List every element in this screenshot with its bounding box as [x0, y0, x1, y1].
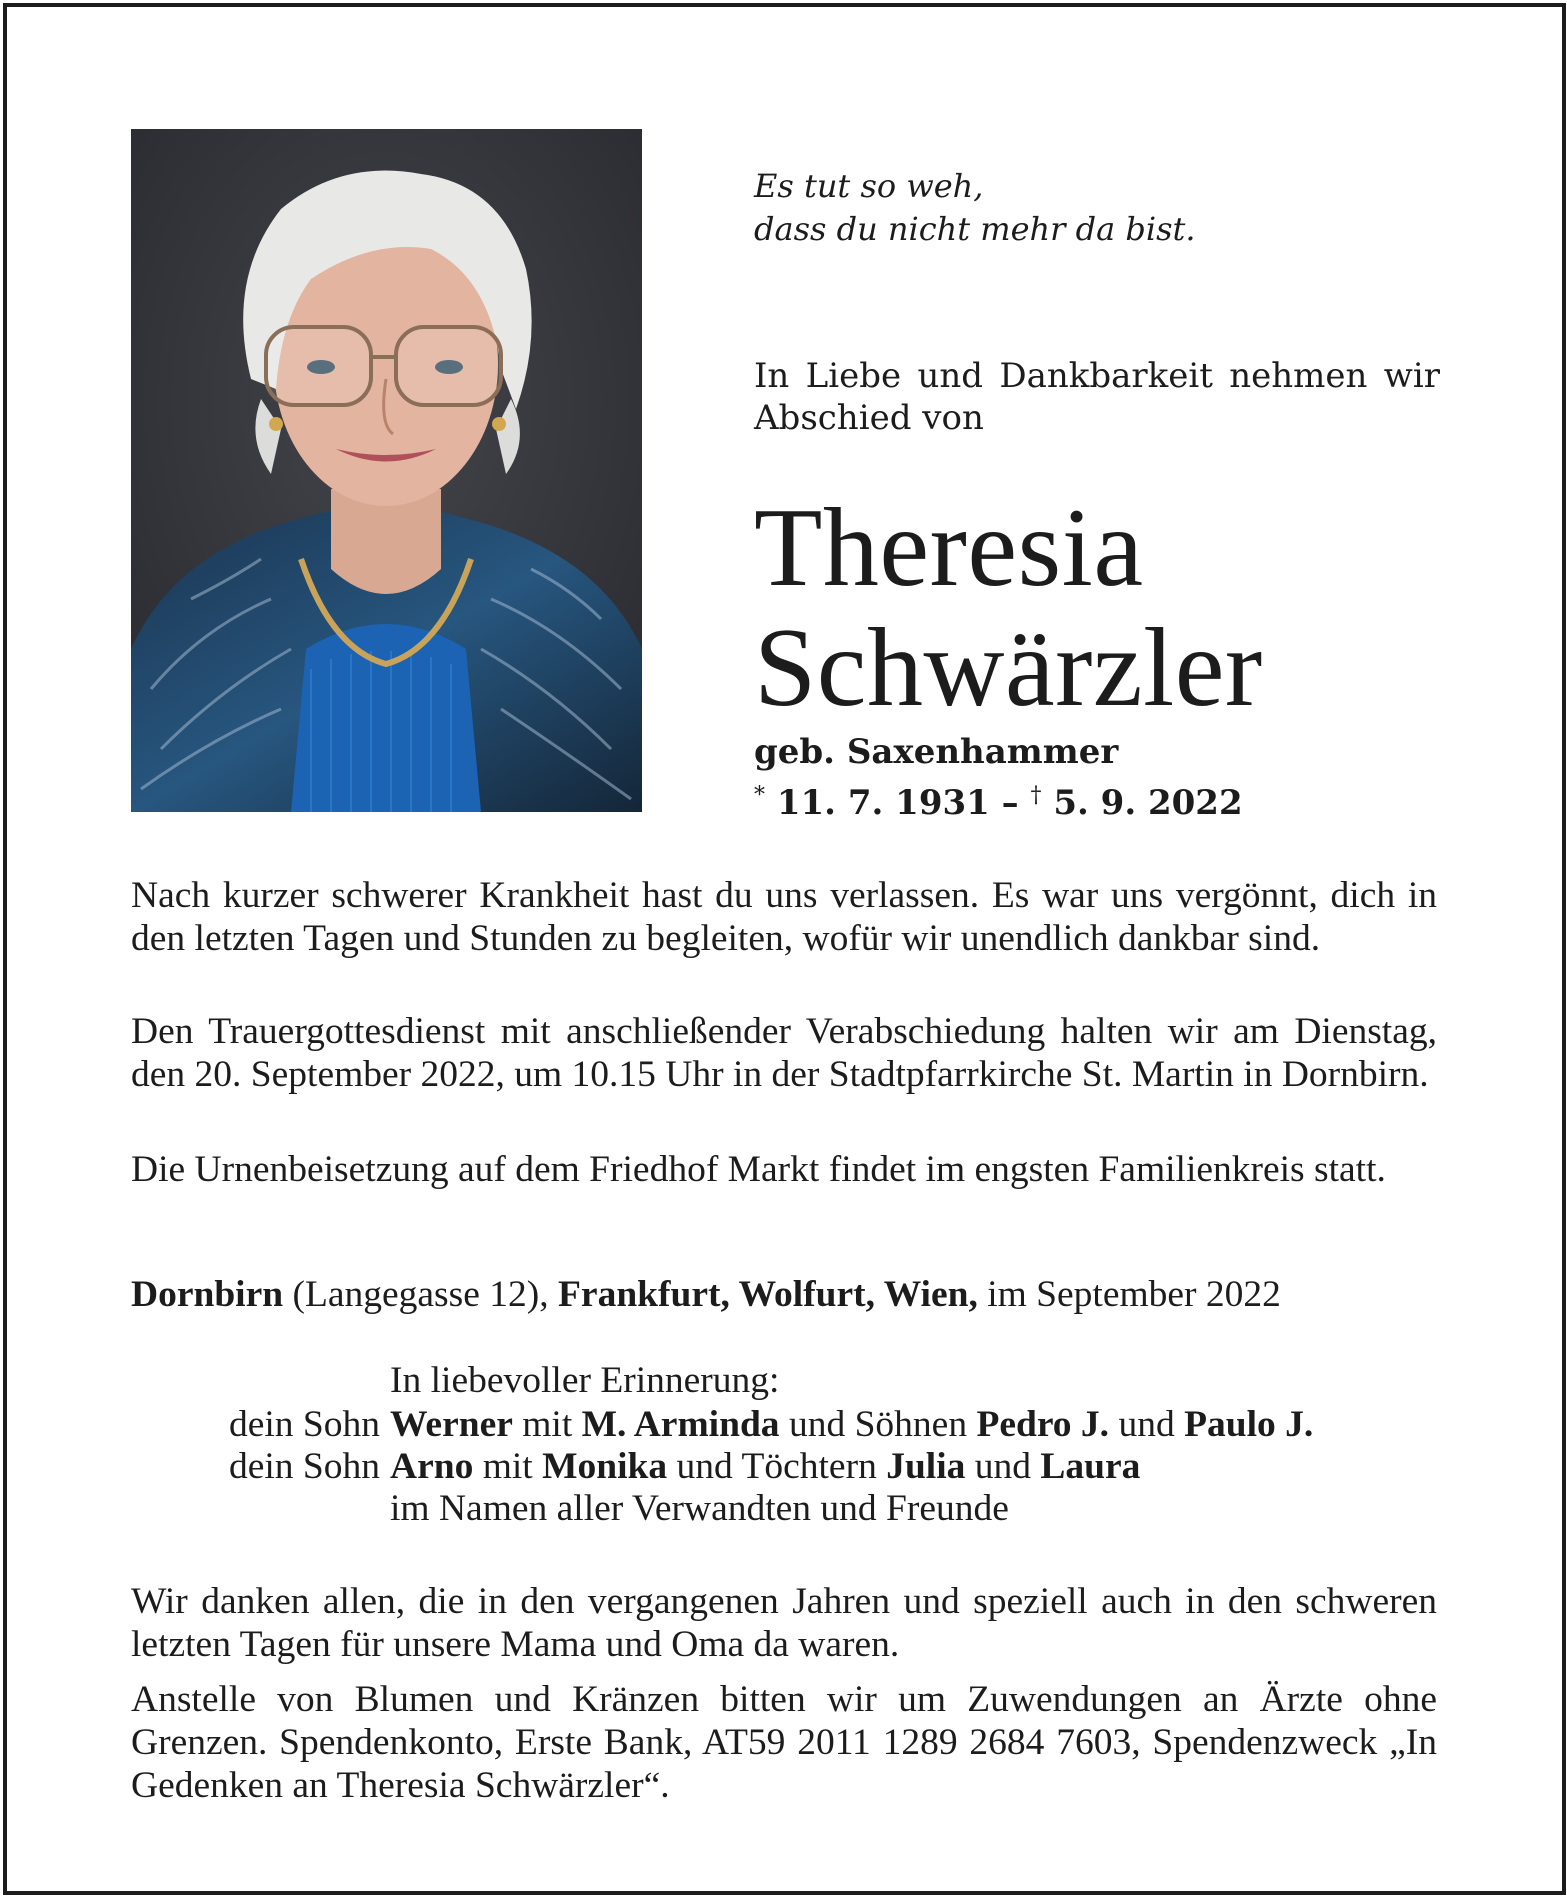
places-line — [131, 1272, 1437, 1318]
deceased-name — [754, 488, 1263, 728]
memory-heading: In liebevoller Erinnerung: — [390, 1360, 780, 1401]
family-row — [131, 1404, 1437, 1446]
connector: mit — [512, 1404, 582, 1445]
portrait-photo — [131, 129, 642, 812]
paragraph-illness: Nach kurzer schwerer Krankheit hast du uns verlassen. Es war uns vergönnt, dich in den letzten Tagen und Stunden zu begleiten, wofür wir unendlich dankbar sind. — [131, 875, 1437, 959]
paragraph-thanks: Wir danken allen, die in den vergangenen Jahren und speziell auch in den schweren letzten Tagen für unsere Mama und Oma da waren. — [131, 1581, 1437, 1665]
quote — [754, 165, 1196, 251]
family-text — [390, 1446, 1140, 1488]
partner-name: M. Arminda — [581, 1404, 780, 1445]
quote-line-2: dass du nicht mehr da bist. — [754, 210, 1196, 248]
connector: und Söhnen — [779, 1404, 977, 1445]
connector: und — [965, 1446, 1041, 1487]
paragraph-donation: Anstelle von Blumen und Kränzen bitten wir um Zuwendungen an Ärzte ohne Grenzen. Spendenkonto, Erste Bank, AT59 2011 1289 2684 7603, Spendenzweck „In Gedenken an Theresia Schwärzler“. — [131, 1679, 1437, 1806]
relatives-line: im Namen aller Verwandten und Freunde — [390, 1488, 1009, 1529]
grandchild-name: Laura — [1040, 1446, 1141, 1487]
first-name: Theresia — [754, 486, 1144, 610]
connector: mit — [473, 1446, 543, 1487]
relation-label: dein Sohn — [228, 1404, 380, 1445]
son-name: Werner — [390, 1404, 513, 1445]
death-symbol: † — [1030, 783, 1042, 808]
grandchild-name: Julia — [886, 1446, 966, 1487]
intro-text: In Liebe und Dankbarkeit nehmen wir Abschied von — [754, 356, 1440, 438]
paragraph-urn-burial: Die Urnenbeisetzung auf dem Friedhof Markt findet im engsten Familienkreis statt. — [131, 1149, 1386, 1190]
death-date: 5. 9. 2022 — [1053, 783, 1243, 823]
place-dornbirn: Dornbirn — [131, 1274, 284, 1315]
relation-label: dein Sohn — [228, 1446, 380, 1487]
quote-line-1: Es tut so weh, — [754, 167, 984, 205]
life-dates — [754, 776, 1243, 823]
connector: und — [1109, 1404, 1185, 1445]
place-date: im September 2022 — [977, 1274, 1281, 1315]
grandchild-name: Pedro J. — [976, 1404, 1110, 1445]
last-name: Schwärzler — [754, 606, 1263, 730]
grandchild-name: Paulo J. — [1184, 1404, 1314, 1445]
birth-date: 11. 7. 1931 — [776, 783, 990, 823]
date-separator: – — [989, 783, 1031, 823]
paragraph-funeral-service: Den Trauergottesdienst mit anschließender Verabschiedung halten wir am Dienstag, den 20. September 2022, um 10.15 Uhr in der Stadtpfarrkirche St. Martin in Dornbirn. — [131, 1011, 1437, 1095]
connector: und Töchtern — [667, 1446, 887, 1487]
family-row — [131, 1488, 1437, 1530]
family-text — [390, 1404, 1313, 1446]
family-row — [131, 1446, 1437, 1488]
place-cities: Frankfurt, Wolfurt, Wien, — [558, 1274, 978, 1315]
son-name: Arno — [390, 1446, 474, 1487]
birth-symbol: * — [754, 783, 765, 808]
partner-name: Monika — [542, 1446, 668, 1487]
maiden-name: geb. Saxenhammer — [754, 732, 1119, 772]
place-address: (Langegasse 12), — [283, 1274, 559, 1315]
relation-spacer — [131, 1488, 390, 1530]
family-list — [131, 1404, 1437, 1530]
